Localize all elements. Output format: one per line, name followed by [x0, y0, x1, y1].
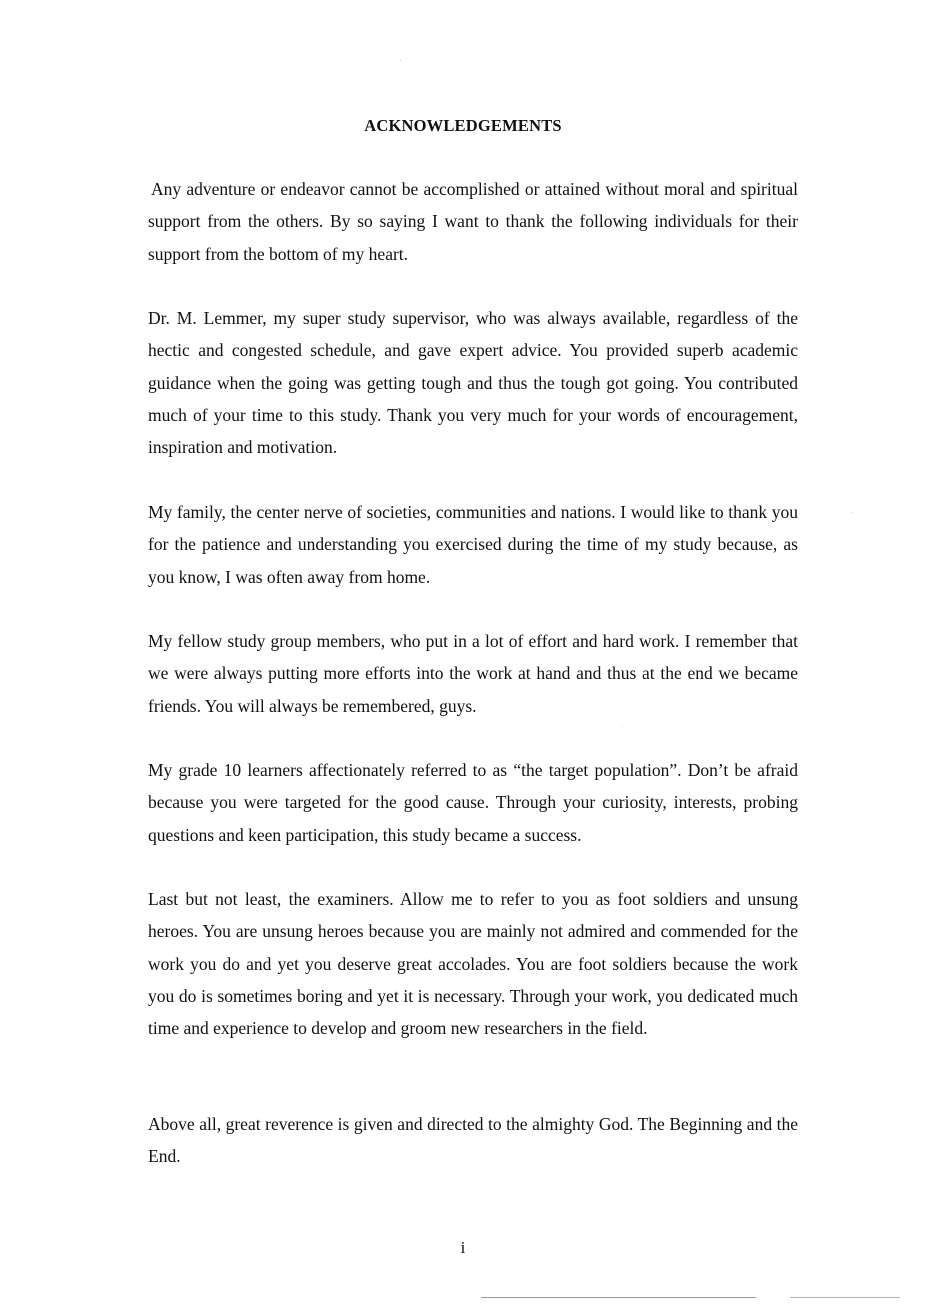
paragraph-learners: My grade 10 learners affectionately referred to as “the target population”. Don’t be afraid because you were targeted for the good cause. Through your curiosity, interests, probing questions and keen participation, this study became a success. — [148, 760, 798, 845]
scan-artifact-dot — [852, 512, 853, 513]
scan-artifact-dot — [400, 60, 401, 61]
scan-artifact-line — [481, 1297, 756, 1298]
paragraph-supervisor: Dr. M. Lemmer, my super study supervisor, who was always available, regardless of the hectic and congested schedule, and gave expert advice. You provided superb academic guidance when the going was getting tough and thus the tough got going. You contributed much of your time to this study. Thank you very much for your words of encouragement, inspiration and motivation. — [148, 308, 798, 458]
scan-artifact-dot — [622, 726, 623, 727]
paragraph-intro: Any adventure or endeavor cannot be accomplished or attained without moral and spiritual support from the others. By so saying I want to thank the following individuals for their support from the bottom of my heart. — [148, 179, 798, 264]
paragraph-family: My family, the center nerve of societies, communities and nations. I would like to thank you for the patience and understanding you exercised during the time of my study because, as you know, I was often away from home. — [148, 502, 798, 587]
paragraph-study-group: My fellow study group members, who put in a lot of effort and hard work. I remember that we were always putting more efforts into the work at hand and thus at the end we became friends. You will always be remembered, guys. — [148, 631, 798, 716]
paragraph-god: Above all, great reverence is given and directed to the almighty God. The Beginning and the End. — [148, 1114, 798, 1167]
page-title: ACKNOWLEDGEMENTS — [364, 116, 562, 135]
paragraph-examiners: Last but not least, the examiners. Allow me to refer to you as foot soldiers and unsung heroes. You are unsung heroes because you are mainly not admired and commended for the work you do and yet you deserve great accolades. You are foot soldiers because the work you do is sometimes boring and yet it is necessary. Through your work, you dedicated much time and experience to develop and groom new researchers in the field. — [148, 889, 798, 1039]
page-number: i — [460, 1238, 466, 1257]
scan-artifact-line — [790, 1297, 900, 1298]
